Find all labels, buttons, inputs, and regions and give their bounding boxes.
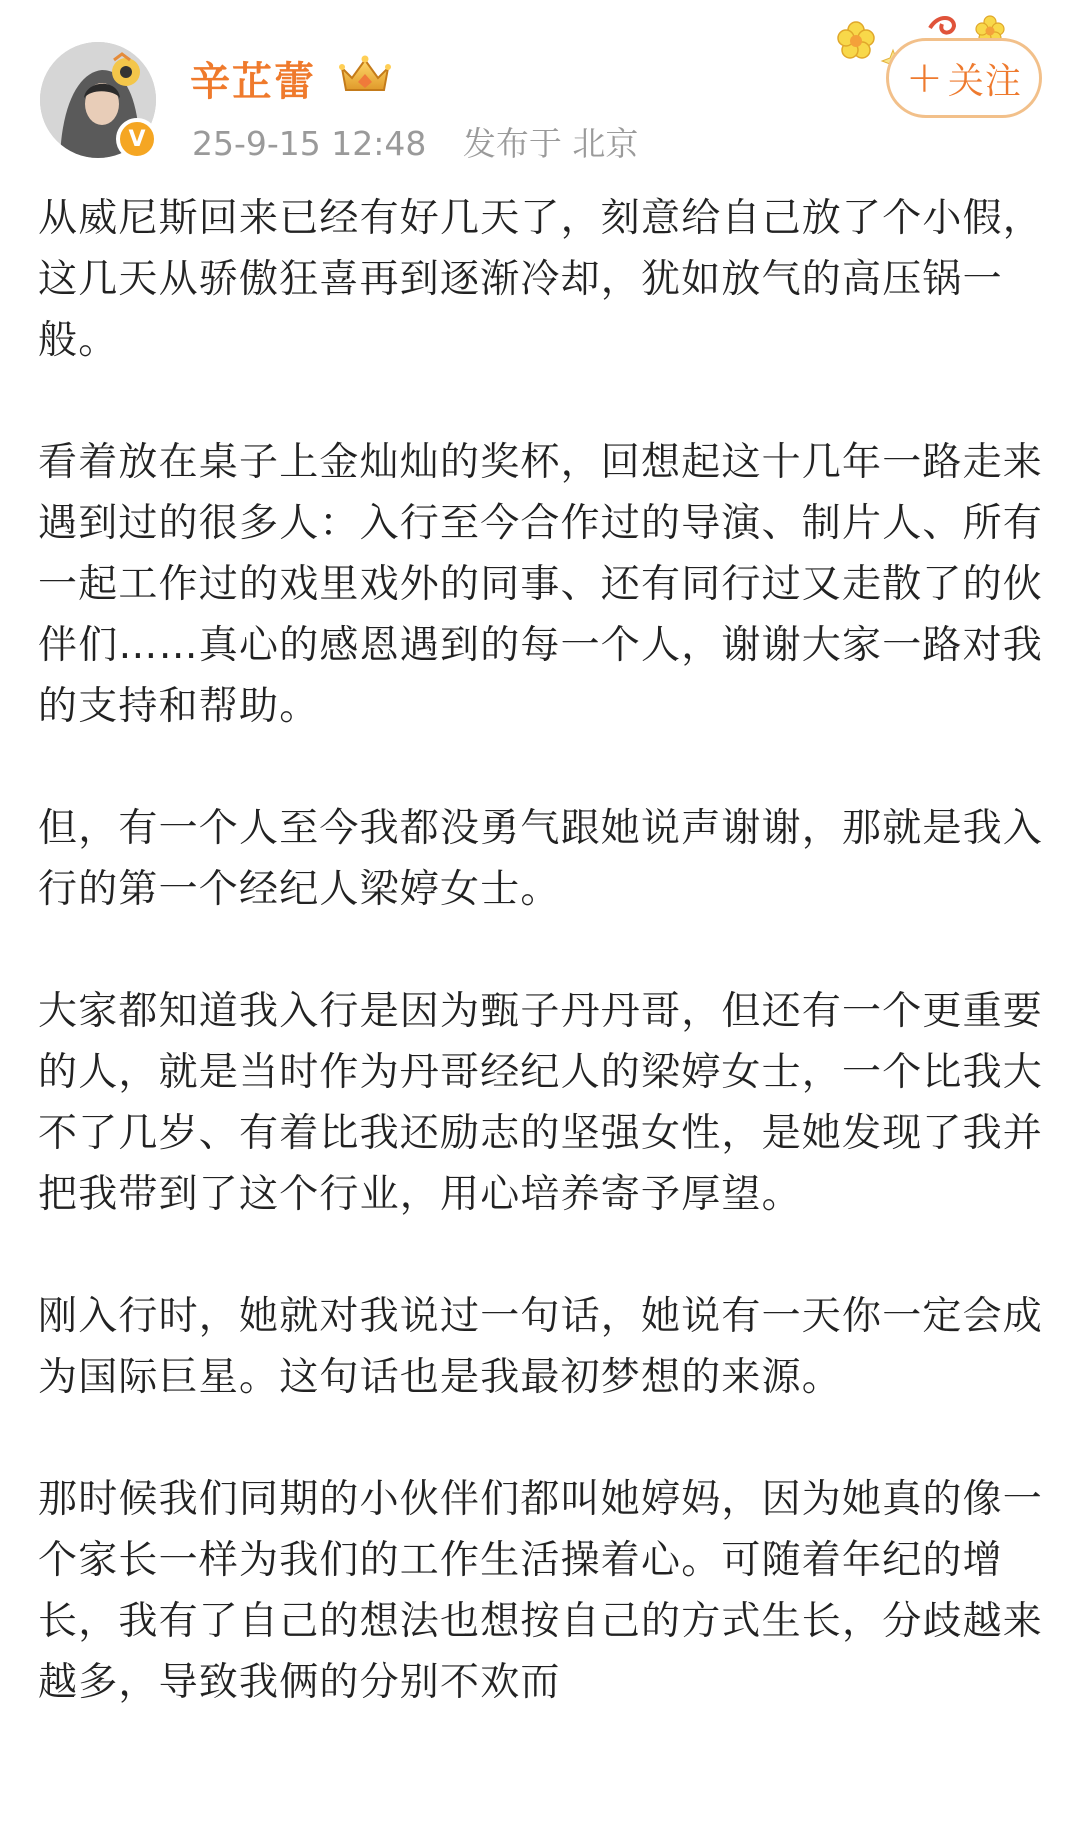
post-paragraph: 看着放在桌子上金灿灿的奖杯，回想起这十几年一路走来遇到过的很多人：入行至今合作过的导演、制片人、所有一起工作过的戏里戏外的同事、还有同行过又走散了的伙伴们……真心的感恩遇到的每一个人，谢谢大家一路对我的支持和帮助。	[38, 440, 1044, 729]
post-paragraph: 那时候我们同期的小伙伴们都叫她婷妈，因为她真的像一个家长一样为我们的工作生活操着心。可随着年纪的增长，我有了自己的想法也想按自己的方式生长，分歧越来越多，导致我俩的分别不欢而	[38, 1477, 1044, 1705]
verified-badge-icon: V	[116, 118, 158, 160]
post-paragraph: 从威尼斯回来已经有好几天了，刻意给自己放了个小假，这几天从骄傲狂喜再到逐渐冷却，犹如放气的高压锅一般。	[38, 196, 1044, 363]
post-location: 发布于 北京	[462, 124, 639, 163]
post-header	[0, 0, 1080, 180]
follow-label: 关注	[947, 60, 1022, 102]
post-paragraph: 刚入行时，她就对我说过一句话，她说有一天你一定会成为国际巨星。这句话也是我最初梦想的来源。	[38, 1294, 1044, 1400]
post-timestamp: 25-9-15 12:48	[192, 124, 427, 163]
post-paragraph: 但，有一个人至今我都没勇气跟她说声谢谢，那就是我入行的第一个经纪人梁婷女士。	[38, 806, 1044, 912]
author-name[interactable]: 辛芷蕾	[190, 59, 316, 105]
plus-icon: +	[906, 52, 944, 103]
crown-badge-icon	[338, 54, 392, 96]
post-meta	[192, 118, 664, 165]
post-body	[38, 188, 1048, 1774]
post-paragraph: 大家都知道我入行是因为甄子丹丹哥，但还有一个更重要的人，就是当时作为丹哥经纪人的梁婷女士，一个比我大不了几岁、有着比我还励志的坚强女性，是她发现了我并把我带到了这个行业，用心培养寄予厚望。	[38, 989, 1044, 1217]
follow-button[interactable]	[886, 38, 1042, 118]
